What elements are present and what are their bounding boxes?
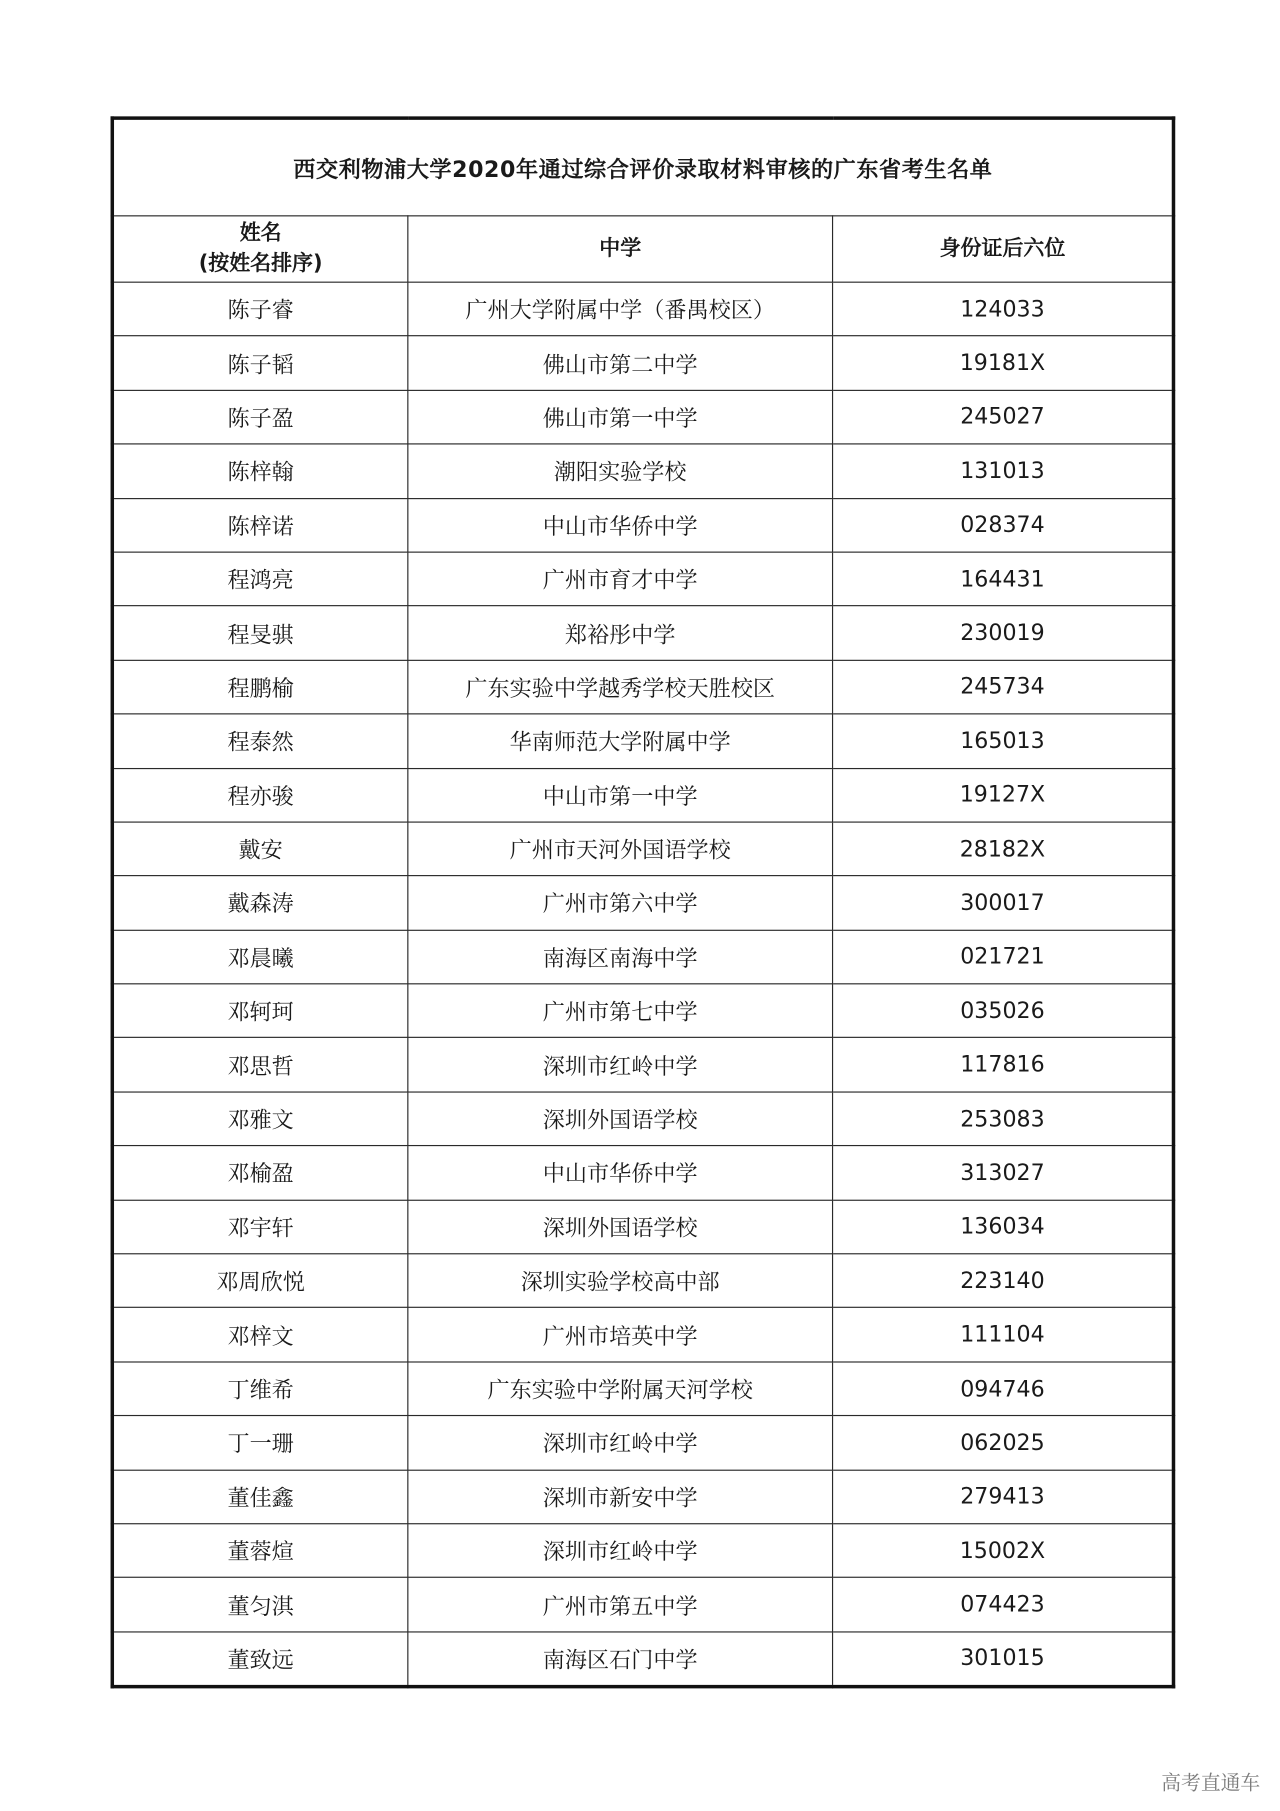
- cell-school: 深圳外国语学校: [408, 1200, 833, 1254]
- cell-school: 广州市培英中学: [408, 1308, 833, 1362]
- cell-name: 程亦骏: [112, 768, 408, 822]
- header-id-last-six: 身份证后六位: [833, 216, 1174, 282]
- cell-name: 戴安: [112, 822, 408, 876]
- document-title: 西交利物浦大学2020年通过综合评价录取材料审核的广东省考生名单: [112, 118, 1173, 216]
- cell-id-last-six: 230019: [833, 606, 1174, 660]
- table-row: [112, 660, 1173, 714]
- table-row: [112, 1470, 1173, 1524]
- cell-id-last-six: 245027: [833, 390, 1174, 444]
- cell-id-last-six: 028374: [833, 498, 1174, 552]
- cell-school: 广东实验中学越秀学校天胜校区: [408, 660, 833, 714]
- cell-name: 董佳鑫: [112, 1470, 408, 1524]
- cell-name: 程鹏榆: [112, 660, 408, 714]
- table-row: [112, 1254, 1173, 1308]
- cell-id-last-six: 313027: [833, 1146, 1174, 1200]
- cell-id-last-six: 15002X: [833, 1524, 1174, 1578]
- cell-name: 董致远: [112, 1632, 408, 1687]
- table-row: [112, 876, 1173, 930]
- cell-name: 陈子盈: [112, 390, 408, 444]
- cell-id-last-six: 117816: [833, 1038, 1174, 1092]
- cell-name: 陈子睿: [112, 282, 408, 336]
- cell-name: 邓轲珂: [112, 984, 408, 1038]
- cell-id-last-six: 074423: [833, 1578, 1174, 1632]
- cell-school: 郑裕彤中学: [408, 606, 833, 660]
- cell-id-last-six: 094746: [833, 1362, 1174, 1416]
- cell-name: 邓晨曦: [112, 930, 408, 984]
- cell-school: 佛山市第二中学: [408, 336, 833, 390]
- cell-name: 邓思哲: [112, 1038, 408, 1092]
- header-name-label: 姓名: [239, 221, 282, 246]
- table-row: [112, 498, 1173, 552]
- cell-name: 董蓉煊: [112, 1524, 408, 1578]
- table-row: [112, 1200, 1173, 1254]
- cell-id-last-six: 253083: [833, 1092, 1174, 1146]
- cell-name: 陈梓翰: [112, 444, 408, 498]
- cell-id-last-six: 164431: [833, 552, 1174, 606]
- cell-name: 程旻骐: [112, 606, 408, 660]
- cell-id-last-six: 062025: [833, 1416, 1174, 1470]
- cell-id-last-six: 28182X: [833, 822, 1174, 876]
- cell-name: 陈子韬: [112, 336, 408, 390]
- cell-id-last-six: 300017: [833, 876, 1174, 930]
- cell-id-last-six: 279413: [833, 1470, 1174, 1524]
- table-row: [112, 606, 1173, 660]
- cell-name: 丁维希: [112, 1362, 408, 1416]
- cell-school: 深圳外国语学校: [408, 1092, 833, 1146]
- table-row: [112, 768, 1173, 822]
- cell-id-last-six: 124033: [833, 282, 1174, 336]
- cell-school: 南海区南海中学: [408, 930, 833, 984]
- cell-school: 中山市华侨中学: [408, 1146, 833, 1200]
- cell-school: 中山市华侨中学: [408, 498, 833, 552]
- header-name-note: (按姓名排序): [198, 251, 323, 276]
- cell-id-last-six: 131013: [833, 444, 1174, 498]
- table-row: [112, 1092, 1173, 1146]
- cell-school: 佛山市第一中学: [408, 390, 833, 444]
- cell-school: 广州市第七中学: [408, 984, 833, 1038]
- cell-school: 广州市第五中学: [408, 1578, 833, 1632]
- cell-school: 华南师范大学附属中学: [408, 714, 833, 768]
- header-name: [112, 216, 408, 282]
- cell-name: 程鸿亮: [112, 552, 408, 606]
- cell-name: 程泰然: [112, 714, 408, 768]
- cell-school: 广州大学附属中学（番禺校区）: [408, 282, 833, 336]
- cell-school: 深圳市红岭中学: [408, 1416, 833, 1470]
- table-header-row: [112, 216, 1173, 282]
- table-row: [112, 1416, 1173, 1470]
- cell-id-last-six: 19127X: [833, 768, 1174, 822]
- table-row: [112, 714, 1173, 768]
- table-row: [112, 552, 1173, 606]
- cell-name: 邓周欣悦: [112, 1254, 408, 1308]
- table-row: [112, 282, 1173, 336]
- cell-id-last-six: 021721: [833, 930, 1174, 984]
- cell-school: 深圳市新安中学: [408, 1470, 833, 1524]
- cell-name: 董匀淇: [112, 1578, 408, 1632]
- cell-name: 戴森涛: [112, 876, 408, 930]
- cell-id-last-six: 035026: [833, 984, 1174, 1038]
- table-row: [112, 336, 1173, 390]
- cell-school: 中山市第一中学: [408, 768, 833, 822]
- candidate-list-table: [111, 116, 1176, 1688]
- cell-id-last-six: 111104: [833, 1308, 1174, 1362]
- table-row: [112, 1632, 1173, 1687]
- cell-school: 深圳市红岭中学: [408, 1524, 833, 1578]
- cell-school: 广州市天河外国语学校: [408, 822, 833, 876]
- cell-school: 南海区石门中学: [408, 1632, 833, 1687]
- table-row: [112, 1524, 1173, 1578]
- watermark-text: 高考直通车: [1161, 1772, 1261, 1796]
- cell-school: 广州市第六中学: [408, 876, 833, 930]
- table-body: [112, 282, 1173, 1687]
- cell-id-last-six: 301015: [833, 1632, 1174, 1687]
- cell-school: 深圳实验学校高中部: [408, 1254, 833, 1308]
- table-row: [112, 984, 1173, 1038]
- cell-id-last-six: 245734: [833, 660, 1174, 714]
- table-row: [112, 1308, 1173, 1362]
- table-row: [112, 930, 1173, 984]
- cell-name: 邓梓文: [112, 1308, 408, 1362]
- cell-name: 陈梓诺: [112, 498, 408, 552]
- table-row: [112, 390, 1173, 444]
- cell-school: 广州市育才中学: [408, 552, 833, 606]
- cell-school: 深圳市红岭中学: [408, 1038, 833, 1092]
- table-row: [112, 1038, 1173, 1092]
- cell-id-last-six: 19181X: [833, 336, 1174, 390]
- header-school: 中学: [408, 216, 833, 282]
- table-row: [112, 1578, 1173, 1632]
- cell-name: 丁一珊: [112, 1416, 408, 1470]
- cell-id-last-six: 223140: [833, 1254, 1174, 1308]
- cell-school: 广东实验中学附属天河学校: [408, 1362, 833, 1416]
- cell-name: 邓雅文: [112, 1092, 408, 1146]
- cell-id-last-six: 136034: [833, 1200, 1174, 1254]
- table-row: [112, 444, 1173, 498]
- cell-id-last-six: 165013: [833, 714, 1174, 768]
- table-row: [112, 1362, 1173, 1416]
- cell-school: 潮阳实验学校: [408, 444, 833, 498]
- table-row: [112, 822, 1173, 876]
- table-row: [112, 1146, 1173, 1200]
- cell-name: 邓宇轩: [112, 1200, 408, 1254]
- cell-name: 邓榆盈: [112, 1146, 408, 1200]
